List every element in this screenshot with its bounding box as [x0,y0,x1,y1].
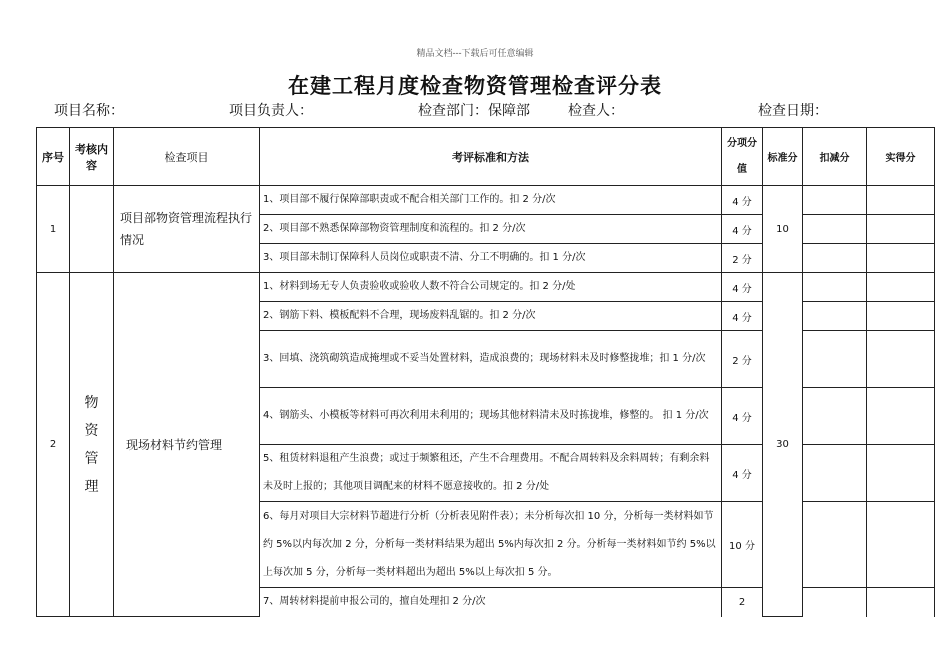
actual-input[interactable] [867,302,935,331]
category-char: 管 [84,450,99,467]
deduct-input[interactable] [803,331,867,388]
header-content: 考核内容 [70,128,114,186]
standard-score: 10 [763,186,803,273]
check-item: 项目部物资管理流程执行情况 [114,186,260,273]
actual-input[interactable] [867,186,935,215]
category-cell-blank [70,186,114,273]
deduct-input[interactable] [803,588,867,617]
date-label: 检查日期： [758,103,828,119]
deduct-input[interactable] [803,273,867,302]
standard-text: 3、回填、浇筑砌筑造成掩埋或不妥当处置材料，造成浪费的；现场材料未及时修整拢堆；扣 1 分/次 [260,331,722,388]
deduct-input[interactable] [803,445,867,502]
sub-score: 4 分 [722,445,763,502]
header-seq: 序号 [37,128,70,186]
header-row [37,128,935,186]
actual-input[interactable] [867,215,935,244]
standard-text: 2、项目部不熟悉保障部物资管理制度和流程的。扣 2 分/次 [260,215,722,244]
dept-label: 检查部门：保障部 [418,103,530,119]
deduct-input[interactable] [803,388,867,445]
sub-score: 4 分 [722,215,763,244]
standard-text: 1、项目部不履行保障部职责或不配合相关部门工作的。扣 2 分/次 [260,186,722,215]
sub-score: 4 分 [722,186,763,215]
standard-text: 1、材料到场无专人负责验收或验收人数不符合公司规定的。扣 2 分/处 [260,273,722,302]
sub-score: 2 分 [722,331,763,388]
sub-score: 4 分 [722,273,763,302]
check-item: 现场材料节约管理 [114,273,260,617]
sub-score: 10 分 [722,502,763,588]
deduct-input[interactable] [803,502,867,588]
actual-input[interactable] [867,502,935,588]
category-char: 理 [84,478,99,495]
sub-score: 4 分 [722,388,763,445]
category-char: 资 [84,422,99,439]
actual-input[interactable] [867,445,935,502]
sub-score: 2 分 [722,244,763,273]
standard-text: 7、周转材料提前申报公司的，擅自处理扣 2 分/次 [260,588,722,617]
standard-text: 2、钢筋下料、模板配料不合理，现场废料乱锯的。扣 2 分/次 [260,302,722,331]
page-title: 在建工程月度检查物资管理检查评分表 [288,74,662,98]
header-std-score: 标准分 [763,128,803,186]
actual-input[interactable] [867,244,935,273]
actual-input[interactable] [867,331,935,388]
actual-input[interactable] [867,273,935,302]
table-row [37,273,935,302]
project-name-label: 项目名称： [54,103,124,119]
deduct-input[interactable] [803,215,867,244]
deduct-input[interactable] [803,302,867,331]
seq-cell: 1 [37,186,70,273]
sub-score: 4 分 [722,302,763,331]
score-table [36,127,935,617]
table-row [37,186,935,215]
sub-score: 2 [722,588,763,617]
header-sub-score: 分项分值 [722,128,763,186]
actual-input[interactable] [867,388,935,445]
actual-input[interactable] [867,588,935,617]
standard-text: 6、每月对项目大宗材料节超进行分析（分析表见附件表）；未分析每次扣 10 分，分析每一类材料如节约 5%以内每次加 2 分，分析每一类材料结果为超出 5%内每次扣 2 分。分析每一类材料如节约 5%以上每次加 5 分，分析每一类材料超出为超出 5%以上每次扣 5 分。 [260,502,722,588]
category-char: 物 [84,394,99,411]
project-lead-label: 项目负责人： [229,103,313,119]
inspector-label: 检查人： [568,103,624,119]
standard-score: 30 [763,273,803,617]
header-deduct: 扣减分 [803,128,867,186]
standard-text: 3、项目部未制订保障科人员岗位或职责不清、分工不明确的。扣 1 分/次 [260,244,722,273]
category-cell [70,273,114,617]
deduct-input[interactable] [803,244,867,273]
standard-text: 4、钢筋头、小模板等材料可再次利用未利用的；现场其他材料清未及时拣拢堆，修整的。 扣 1 分/次 [260,388,722,445]
standard-text: 5、租赁材料退租产生浪费；或过于频繁租还，产生不合理费用。不配合周转料及余料周转；有剩余料未及时上报的；其他项目调配来的材料不愿意接收的。扣 2 分/处 [260,445,722,502]
header-item: 检查项目 [114,128,260,186]
deduct-input[interactable] [803,186,867,215]
header-actual: 实得分 [867,128,935,186]
header-standard: 考评标准和方法 [260,128,722,186]
seq-cell: 2 [37,273,70,617]
watermark-text: 精品文档---下载后可任意编辑 [416,49,534,59]
